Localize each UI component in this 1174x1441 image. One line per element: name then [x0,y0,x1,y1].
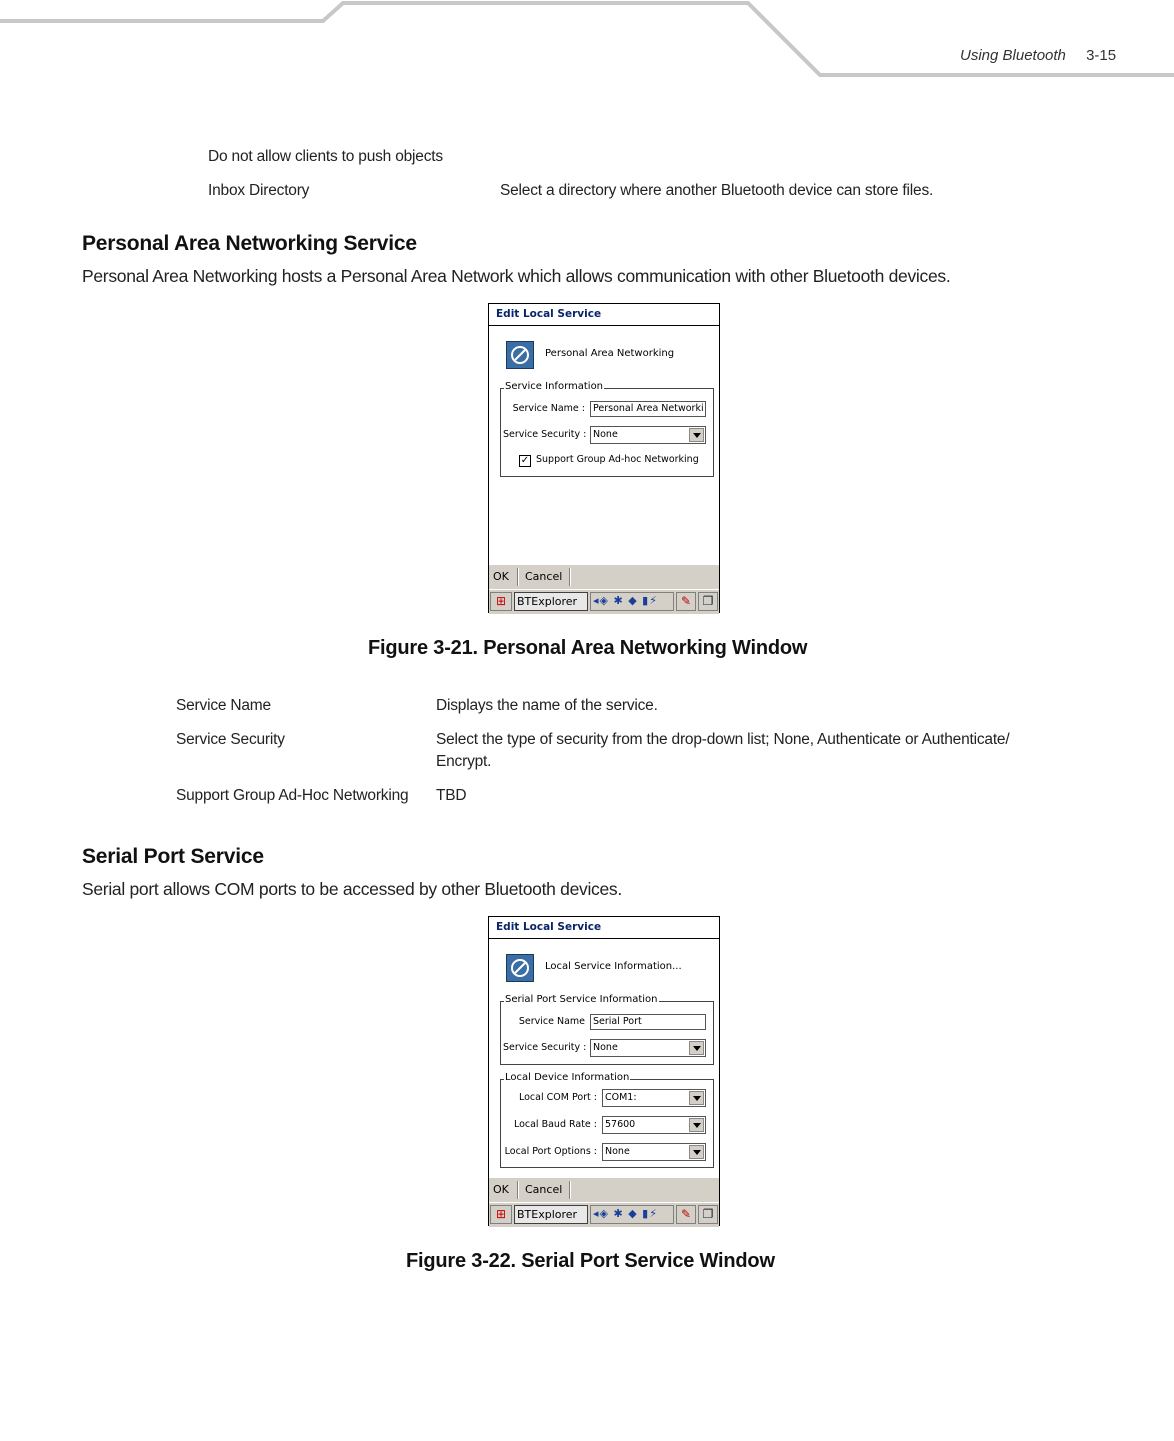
row-desc: TBD [436,787,467,804]
port-options-select[interactable] [602,1143,706,1161]
row-desc: Select the type of security from the drop-down list; None, Authenticate or Authenticate/ [436,731,1010,748]
start-icon[interactable]: ⊞ [490,592,512,611]
group-legend: Service Information [505,381,604,392]
group-legend: Local Device Information [505,1072,630,1083]
page-number: 3-15 [1086,47,1117,64]
row-desc: Select a directory where another Bluetooth device can store files. [500,182,934,199]
row-label: Do not allow clients to push objects [208,148,443,165]
cancel-menu-item[interactable]: Cancel [525,1183,563,1196]
service-security-value: None [593,1042,618,1053]
chevron-down-icon[interactable] [689,1145,704,1159]
pan-window [488,303,720,613]
window-title: Edit Local Service [489,304,719,326]
service-information-group [500,381,714,477]
row-label: Inbox Directory [208,182,310,199]
section-heading-serial: Serial Port Service [82,845,264,868]
service-name-input[interactable]: Personal Area Networki [590,401,706,417]
service-name-input[interactable]: Serial Port [590,1014,706,1030]
row-label: Support Group Ad-Hoc Networking [176,787,409,804]
port-options-value: None [605,1146,630,1157]
system-tray[interactable]: ◂◈ ✱ ◆ ▮⚡ [590,592,674,611]
service-security-select[interactable] [590,1039,706,1057]
window-title: Edit Local Service [489,917,719,939]
serial-window [488,916,720,1226]
row-label: Service Security [176,731,285,748]
service-icon [506,954,534,982]
support-group-checkbox[interactable]: ✓ [520,455,530,466]
taskbar [489,1202,719,1227]
running-head-title: Using Bluetooth [960,47,1066,64]
desktop-icon[interactable]: ❐ [698,1205,718,1224]
chevron-down-icon[interactable] [689,428,704,442]
service-title: Personal Area Networking [545,348,675,359]
input-panel-icon[interactable]: ✎ [676,1205,696,1224]
service-security-label: Service Security : [503,429,587,440]
system-tray[interactable]: ◂◈ ✱ ◆ ▮⚡ [590,1205,674,1224]
baud-rate-label: Local Baud Rate : [513,1119,597,1130]
task-button[interactable]: BTExplorer [514,1205,588,1224]
service-icon [506,341,534,369]
figure-caption-serial: Figure 3-22. Serial Port Service Window [406,1250,775,1272]
header-rule [0,0,1174,80]
chevron-down-icon[interactable] [689,1091,704,1105]
cancel-menu-item[interactable]: Cancel [525,570,563,583]
figure-caption-pan: Figure 3-21. Personal Area Networking Window [368,637,808,659]
desktop-icon[interactable]: ❐ [698,592,718,611]
section-intro-serial: Serial port allows COM ports to be accessed by other Bluetooth devices. [82,879,622,899]
baud-rate-select[interactable] [602,1116,706,1134]
group-legend: Serial Port Service Information [505,994,658,1005]
row-label: Service Name [176,697,271,714]
port-options-label: Local Port Options : [504,1146,597,1157]
service-security-select[interactable] [590,426,706,444]
section-heading-pan: Personal Area Networking Service [82,232,417,255]
com-port-label: Local COM Port : [518,1092,597,1103]
start-icon[interactable]: ⊞ [490,1205,512,1224]
service-name-label: Service Name : [512,403,585,414]
com-port-value: COM1: [605,1092,637,1103]
service-title: Local Service Information... [545,961,682,972]
local-device-group [500,1072,714,1168]
ok-menu-item[interactable]: OK [493,570,509,583]
service-name-label: Service Name [518,1016,585,1027]
running-head [960,47,1116,64]
ok-menu-item[interactable]: OK [493,1183,509,1196]
menu-bar [489,1177,719,1202]
com-port-select[interactable] [602,1089,706,1107]
service-security-label: Service Security : [503,1042,587,1053]
menu-bar [489,564,719,589]
serial-port-service-group [500,994,714,1065]
row-desc: Displays the name of the service. [436,697,658,714]
service-security-value: None [593,429,618,440]
input-panel-icon[interactable]: ✎ [676,592,696,611]
chevron-down-icon[interactable] [689,1118,704,1132]
section-intro-pan: Personal Area Networking hosts a Personal Area Network which allows communication with other Bluetooth devices. [82,266,951,286]
checkbox-label: Support Group Ad-hoc Networking [536,454,699,465]
baud-rate-value: 57600 [605,1119,636,1130]
chevron-down-icon[interactable] [689,1041,704,1055]
task-button[interactable]: BTExplorer [514,592,588,611]
row-desc-cont: Encrypt. [436,753,492,770]
taskbar [489,589,719,614]
